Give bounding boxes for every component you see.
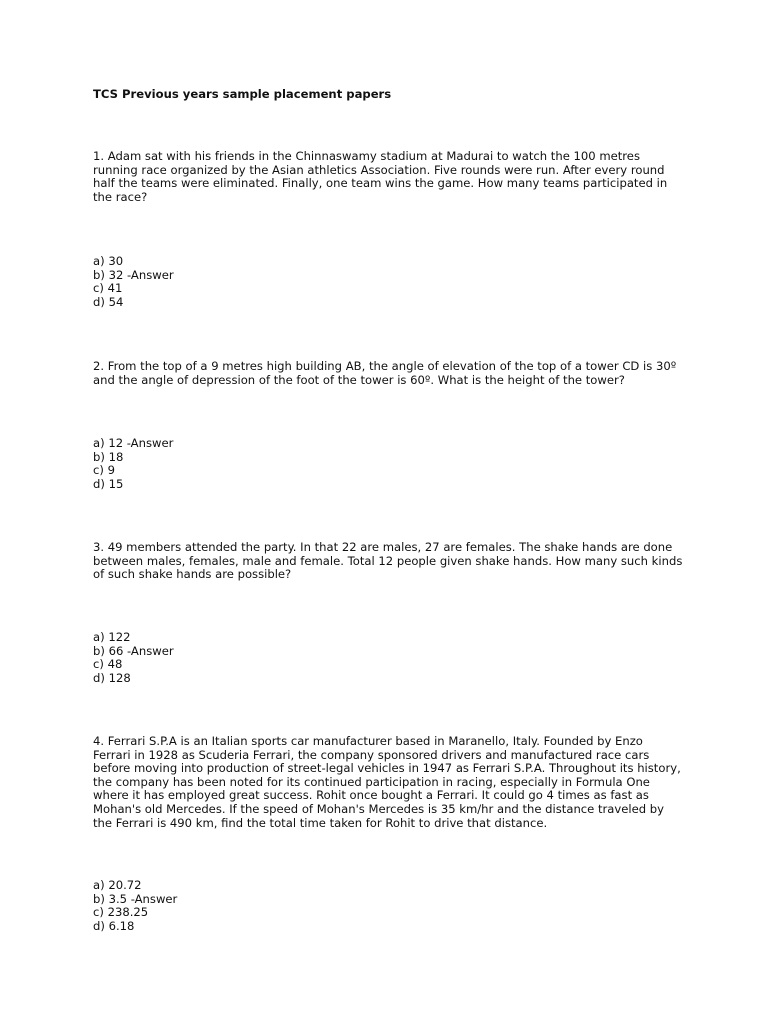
option-b: b) 66 -Answer (93, 643, 174, 658)
question-2-text: 2. From the top of a 9 metres high building AB, the angle of elevation of the top of a tower CD is 30º and the angle of depression of the foot of the tower is 60º. What is the height of the tower? (93, 359, 677, 387)
option-a: a) 12 -Answer (93, 436, 174, 450)
option-d: d) 15 (93, 476, 124, 491)
option-a: a) 30 (93, 254, 124, 268)
option-c: c) 9 (93, 463, 115, 478)
option-d: d) 128 (93, 670, 131, 685)
option-a: a) 122 (93, 630, 131, 644)
option-c: c) 238.25 (93, 905, 149, 920)
question-4-text: 4. Ferrari S.P.A is an Italian sports car manufacturer based in Maranello, Italy. Founded by Enzo Ferrari in 1928 as Scuderia Ferrari, the company sponsored drivers and manufactured race cars before moving into production of street-legal vehicles in 1947 as Ferrari S.P.A. Throughout its history, the company has been noted for its continued participation in racing, especially in Formula One where it has employed great success. Rohit once bought a Ferrari. It could go 4 times as fast as Mohan's old Mercedes. If the speed of Mohan's Mercedes is 35 km/hr and the distance traveled by the Ferrari is 490 km, find the total time taken for Rohit to drive that distance. (93, 734, 681, 830)
question-1-text: 1. Adam sat with his friends in the Chinnaswamy stadium at Madurai to watch the 100 metres running race organized by the Asian athletics Association. Five rounds were run. After every round half the teams were eliminated. Finally, one team wins the game. How many teams participated in the race? (93, 149, 668, 204)
question-2-options (93, 437, 173, 491)
document-title: TCS Previous years sample placement papers (93, 87, 392, 101)
question-3-options (93, 631, 174, 685)
option-d: d) 6.18 (93, 918, 135, 933)
option-a: a) 20.72 (93, 878, 142, 892)
question-1-options (93, 255, 174, 309)
question-3-text: 3. 49 members attended the party. In that 22 are males, 27 are females. The shake hands are done between males, females, male and female. Total 12 people given shake hands. How many such kinds of such shake hands are possible? (93, 540, 683, 582)
option-c: c) 48 (93, 657, 123, 672)
question-4-options (93, 879, 177, 933)
option-b: b) 32 -Answer (93, 267, 174, 282)
option-b: b) 3.5 -Answer (93, 891, 178, 906)
option-b: b) 18 (93, 449, 124, 464)
option-c: c) 41 (93, 281, 123, 296)
option-d: d) 54 (93, 294, 124, 309)
